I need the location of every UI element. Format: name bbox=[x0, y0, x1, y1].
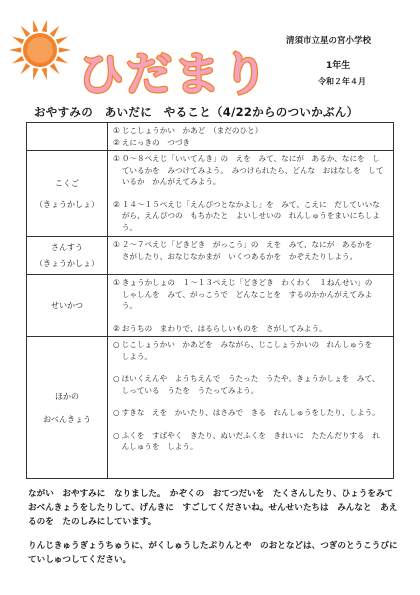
items-cell bbox=[108, 123, 394, 151]
homework-table bbox=[26, 122, 394, 479]
subject-cell-sansu bbox=[27, 237, 108, 275]
list-item: ○ じこしょうかい かあどを みながら、じこしょうかいの れんしゅうを しよう。 bbox=[113, 340, 380, 361]
subject-name: ほかの bbox=[55, 391, 79, 401]
list-item: ① じこしょうかい かあど （まだのひと） bbox=[113, 126, 263, 135]
sun-icon bbox=[8, 18, 72, 82]
list-item: ① ０〜８ぺえじ「いいてんき」の えを みて、なにが あるか、なにを しているかを みつけてみよう。 みつけられたら、どんな おはなしを しているか かんがえてみよう。 bbox=[113, 154, 384, 186]
sun-ray bbox=[42, 68, 47, 80]
table-row bbox=[27, 337, 394, 479]
list-item: ○ すきな えを かいたり、はさみで きる れんしゅうをしたり、しよう。 bbox=[113, 408, 380, 417]
subject-name: こくご bbox=[55, 178, 79, 188]
sun-ray bbox=[56, 37, 68, 45]
list-item: ② １４〜１５ぺえじ「えんぴつとなかよし」を みて、こえに だしていいながら、えんぴつの もちかたと よいしせいの れんしゅうをまいにちしよう。 bbox=[113, 199, 380, 232]
items-cell bbox=[108, 151, 394, 237]
hidamari-logo bbox=[78, 42, 270, 101]
message-paragraph: ながい おやすみに なりました。 かぞくの おてつだいを たくさんしたり、ひょうをみて おべんきょうをしたりして、げんきに すごしてくださいね。せんせいたちは みんなと あえるのを たのしみにしています。 bbox=[28, 489, 402, 527]
issue-date: 令和２年４月 bbox=[318, 77, 366, 86]
subject-cell-other bbox=[27, 337, 108, 479]
subject-cell-seikatsu bbox=[27, 275, 108, 337]
page-title: おやすみの あいだに やること（4/22からのついかぶん） bbox=[34, 105, 359, 119]
subject-sub: おべんきょう bbox=[43, 414, 91, 424]
subject-sub: （きょうかしょ） bbox=[35, 199, 99, 209]
sun-ray bbox=[56, 56, 68, 64]
closing-message bbox=[28, 487, 407, 567]
list-item: ○ ほいくえんや ようちえんで うたった うたや、きょうかしょを みて、しっている うたを うたってみよう。 bbox=[113, 374, 380, 395]
message-paragraph: りんじきゅうぎょうちゅうに、がくしゅうしたぷりんとや のおとなどは、つぎのとうこうびに ていしゅつしてください。 bbox=[28, 541, 407, 565]
sun-ray bbox=[50, 26, 60, 37]
grade-label: 1年生 bbox=[326, 61, 351, 71]
list-item: ① きょうかしょの １〜１３ぺえじ「どきどき わくわく １ねんせい」の しゃしんを みて、がっこうで どんなことを するのかかんがえてみよう。 bbox=[113, 278, 380, 310]
sun-ray bbox=[33, 68, 38, 80]
subject-cell-kokugo bbox=[27, 151, 108, 237]
sun-ray bbox=[33, 20, 38, 32]
subject-name: せいかつ bbox=[51, 301, 83, 310]
items-cell bbox=[108, 237, 394, 275]
table-row bbox=[27, 151, 394, 237]
sun-ray bbox=[21, 26, 31, 37]
sun-ray bbox=[42, 20, 47, 32]
sun-ray bbox=[12, 37, 24, 45]
subject-sub: （きょうかしょ） bbox=[35, 259, 99, 268]
list-item: ① ２〜７ぺえじ「どきどき がっこう」の えを みて、なにが あるかを さがしたり、おなじなかまが いくつあるかを かぞえたりしよう。 bbox=[113, 240, 380, 261]
sun-ray bbox=[12, 56, 24, 64]
sun-ray bbox=[50, 63, 60, 74]
list-item: ○ ふくを すばやく きたり、ぬいだふくを きれいに たたんだりする れんしゅうを しよう。 bbox=[113, 430, 380, 451]
subject-cell-empty bbox=[27, 123, 108, 151]
items-cell bbox=[108, 275, 394, 337]
school-name: 清須市立星の宮小学校 bbox=[286, 36, 372, 46]
sun-ray bbox=[21, 63, 31, 74]
list-item: ② えにっきの つづき bbox=[113, 137, 191, 147]
sun-ray bbox=[9, 47, 21, 52]
table-row bbox=[27, 275, 394, 337]
items-cell bbox=[108, 337, 394, 479]
table-row bbox=[27, 123, 394, 151]
sun-ray bbox=[59, 47, 71, 52]
subject-name: さんすう bbox=[51, 243, 83, 252]
table-row bbox=[27, 237, 394, 275]
logo-text: ひだまり bbox=[78, 47, 270, 101]
list-item: ② おうちの まわりで、はるらしいものを さがしてみよう。 bbox=[113, 323, 327, 333]
